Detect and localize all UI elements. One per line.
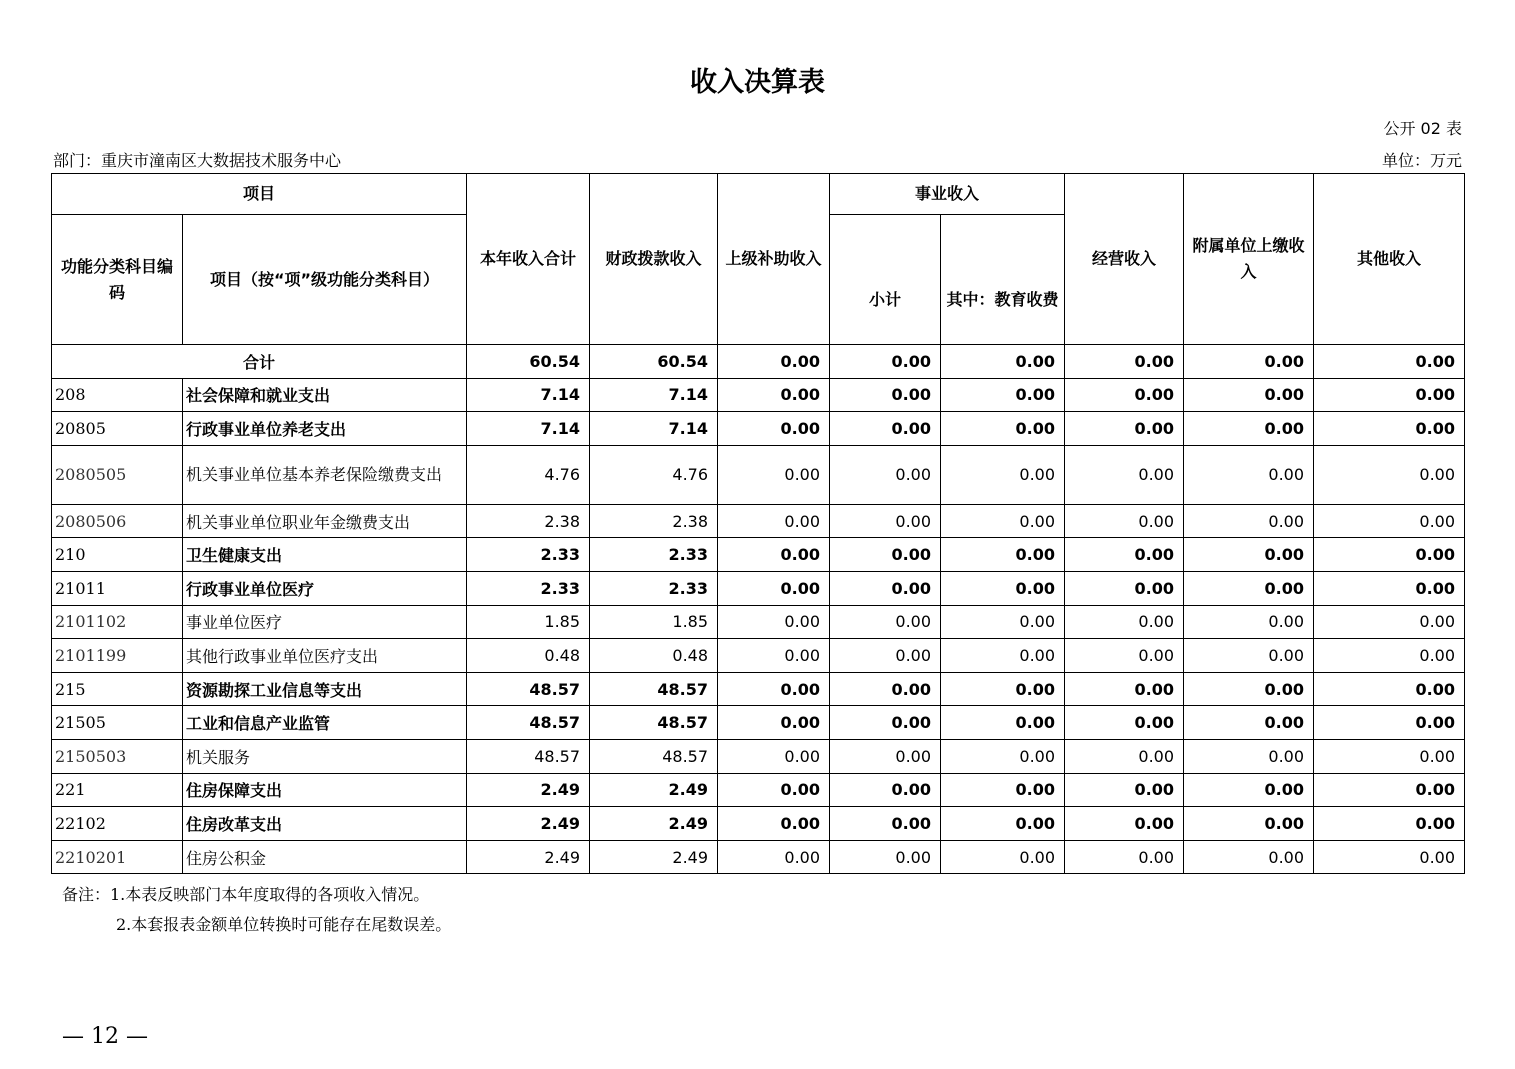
row-value: 0.00 bbox=[1314, 605, 1465, 639]
row-value: 0.00 bbox=[1184, 538, 1314, 572]
table-row bbox=[52, 378, 1465, 412]
header-func-code: 功能分类科目编码 bbox=[52, 215, 183, 345]
row-value: 0.00 bbox=[830, 706, 941, 740]
row-value: 0.00 bbox=[1065, 840, 1184, 874]
row-value: 0.00 bbox=[1065, 706, 1184, 740]
total-cell: 0.00 bbox=[941, 345, 1065, 379]
row-name: 工业和信息产业监管 bbox=[183, 706, 467, 740]
header-superior: 上级补助收入 bbox=[718, 174, 830, 345]
row-value: 48.57 bbox=[590, 672, 718, 706]
row-value: 0.00 bbox=[1065, 378, 1184, 412]
row-value: 0.00 bbox=[830, 504, 941, 538]
table-row bbox=[52, 840, 1465, 874]
row-value: 0.00 bbox=[1314, 807, 1465, 841]
row-value: 0.00 bbox=[1184, 739, 1314, 773]
row-value: 0.00 bbox=[1184, 605, 1314, 639]
row-value: 0.00 bbox=[830, 538, 941, 572]
row-value: 0.00 bbox=[718, 538, 830, 572]
row-value: 0.00 bbox=[1314, 672, 1465, 706]
row-value: 0.00 bbox=[1314, 571, 1465, 605]
row-code: 21011 bbox=[52, 571, 183, 605]
row-value: 0.00 bbox=[718, 445, 830, 504]
row-value: 4.76 bbox=[467, 445, 590, 504]
row-value: 0.00 bbox=[941, 706, 1065, 740]
row-value: 0.00 bbox=[1314, 773, 1465, 807]
row-value: 0.00 bbox=[941, 639, 1065, 673]
row-value: 0.00 bbox=[1314, 378, 1465, 412]
row-value: 0.00 bbox=[1184, 378, 1314, 412]
row-value: 0.00 bbox=[830, 639, 941, 673]
row-value: 0.00 bbox=[830, 378, 941, 412]
row-value: 0.00 bbox=[1314, 840, 1465, 874]
row-value: 0.00 bbox=[718, 412, 830, 446]
row-code: 22102 bbox=[52, 807, 183, 841]
row-name: 机关事业单位职业年金缴费支出 bbox=[183, 504, 467, 538]
row-value: 0.00 bbox=[1184, 773, 1314, 807]
row-name: 机关服务 bbox=[183, 739, 467, 773]
row-value: 0.00 bbox=[1184, 706, 1314, 740]
row-name: 社会保障和就业支出 bbox=[183, 378, 467, 412]
total-cell: 0.00 bbox=[718, 345, 830, 379]
header-affiliated: 附属单位上缴收入 bbox=[1184, 174, 1314, 345]
row-value: 0.00 bbox=[941, 571, 1065, 605]
total-cell: 0.00 bbox=[1184, 345, 1314, 379]
row-value: 0.00 bbox=[1184, 504, 1314, 538]
row-value: 0.00 bbox=[1065, 445, 1184, 504]
row-value: 2.49 bbox=[467, 807, 590, 841]
total-row bbox=[52, 345, 1465, 379]
row-value: 0.00 bbox=[1065, 538, 1184, 572]
row-value: 0.00 bbox=[1314, 739, 1465, 773]
row-value: 0.00 bbox=[1065, 739, 1184, 773]
row-value: 48.57 bbox=[467, 672, 590, 706]
row-value: 0.00 bbox=[941, 672, 1065, 706]
table-row bbox=[52, 504, 1465, 538]
form-code: 公开 02 表 bbox=[1383, 119, 1462, 138]
row-value: 0.00 bbox=[941, 504, 1065, 538]
row-value: 0.00 bbox=[1065, 672, 1184, 706]
header-other: 其他收入 bbox=[1314, 174, 1465, 345]
row-value: 0.00 bbox=[1065, 504, 1184, 538]
row-value: 48.57 bbox=[467, 706, 590, 740]
total-cell: 60.54 bbox=[467, 345, 590, 379]
total-cell: 0.00 bbox=[1314, 345, 1465, 379]
page-number: — 12 — bbox=[62, 1024, 148, 1049]
row-value: 0.00 bbox=[941, 412, 1065, 446]
row-name: 行政事业单位养老支出 bbox=[183, 412, 467, 446]
row-value: 0.00 bbox=[830, 605, 941, 639]
row-name: 其他行政事业单位医疗支出 bbox=[183, 639, 467, 673]
row-value: 2.49 bbox=[590, 807, 718, 841]
header-project: 项目 bbox=[52, 174, 467, 215]
row-name: 行政事业单位医疗 bbox=[183, 571, 467, 605]
table-row bbox=[52, 639, 1465, 673]
unit-label: 单位：万元 bbox=[1381, 151, 1462, 170]
row-code: 2101102 bbox=[52, 605, 183, 639]
row-code: 20805 bbox=[52, 412, 183, 446]
table-row bbox=[52, 412, 1465, 446]
row-value: 2.49 bbox=[590, 840, 718, 874]
row-name: 住房改革支出 bbox=[183, 807, 467, 841]
table-row bbox=[52, 445, 1465, 504]
row-value: 4.76 bbox=[590, 445, 718, 504]
row-code: 210 bbox=[52, 538, 183, 572]
page-title: 收入决算表 bbox=[690, 67, 825, 98]
row-name: 住房保障支出 bbox=[183, 773, 467, 807]
row-name: 住房公积金 bbox=[183, 840, 467, 874]
notes bbox=[62, 880, 451, 940]
row-value: 0.00 bbox=[1314, 412, 1465, 446]
row-code: 2080506 bbox=[52, 504, 183, 538]
row-value: 0.00 bbox=[830, 807, 941, 841]
row-value: 0.00 bbox=[830, 672, 941, 706]
row-value: 0.00 bbox=[718, 639, 830, 673]
row-value: 2.49 bbox=[467, 840, 590, 874]
row-code: 21505 bbox=[52, 706, 183, 740]
row-value: 0.00 bbox=[941, 445, 1065, 504]
row-value: 0.00 bbox=[718, 840, 830, 874]
row-value: 0.00 bbox=[1184, 672, 1314, 706]
row-value: 0.00 bbox=[1065, 807, 1184, 841]
row-code: 2101199 bbox=[52, 639, 183, 673]
table-row bbox=[52, 672, 1465, 706]
row-value: 0.00 bbox=[718, 773, 830, 807]
row-value: 2.33 bbox=[467, 571, 590, 605]
row-value: 0.00 bbox=[941, 378, 1065, 412]
header-operating: 经营收入 bbox=[1065, 174, 1184, 345]
row-value: 0.00 bbox=[830, 571, 941, 605]
row-value: 0.00 bbox=[1065, 639, 1184, 673]
row-value: 0.00 bbox=[1184, 571, 1314, 605]
row-value: 2.33 bbox=[590, 571, 718, 605]
row-value: 7.14 bbox=[467, 412, 590, 446]
note-line-2: 2.本套报表金额单位转换时可能存在尾数误差。 bbox=[116, 915, 452, 934]
row-name: 资源勘探工业信息等支出 bbox=[183, 672, 467, 706]
row-value: 0.00 bbox=[1184, 807, 1314, 841]
row-code: 2150503 bbox=[52, 739, 183, 773]
row-value: 0.00 bbox=[1065, 412, 1184, 446]
row-value: 2.49 bbox=[467, 773, 590, 807]
row-value: 0.00 bbox=[1065, 773, 1184, 807]
row-value: 0.00 bbox=[1184, 639, 1314, 673]
row-value: 0.00 bbox=[830, 412, 941, 446]
row-value: 0.00 bbox=[718, 504, 830, 538]
row-value: 0.00 bbox=[1184, 445, 1314, 504]
header-fiscal: 财政拨款收入 bbox=[590, 174, 718, 345]
row-value: 0.00 bbox=[830, 739, 941, 773]
row-value: 1.85 bbox=[590, 605, 718, 639]
row-value: 0.00 bbox=[1314, 639, 1465, 673]
row-value: 0.00 bbox=[718, 571, 830, 605]
row-value: 48.57 bbox=[590, 706, 718, 740]
row-value: 0.00 bbox=[1065, 605, 1184, 639]
row-value: 1.85 bbox=[467, 605, 590, 639]
row-value: 48.57 bbox=[467, 739, 590, 773]
row-value: 0.00 bbox=[941, 538, 1065, 572]
note-line-1: 备注：1.本表反映部门本年度取得的各项收入情况。 bbox=[62, 885, 430, 904]
department-label: 部门：重庆市潼南区大数据技术服务中心 bbox=[53, 151, 342, 170]
row-value: 48.57 bbox=[590, 739, 718, 773]
row-value: 0.00 bbox=[718, 378, 830, 412]
row-name: 卫生健康支出 bbox=[183, 538, 467, 572]
row-value: 7.14 bbox=[590, 412, 718, 446]
row-code: 215 bbox=[52, 672, 183, 706]
total-label: 合计 bbox=[52, 345, 467, 379]
header-subtotal: 小计 bbox=[830, 215, 941, 345]
row-code: 221 bbox=[52, 773, 183, 807]
row-value: 0.48 bbox=[590, 639, 718, 673]
row-value: 2.49 bbox=[590, 773, 718, 807]
header-business-group: 事业收入 bbox=[830, 174, 1065, 215]
header-total-income: 本年收入合计 bbox=[467, 174, 590, 345]
row-value: 0.00 bbox=[1314, 504, 1465, 538]
row-code: 2210201 bbox=[52, 840, 183, 874]
row-value: 0.00 bbox=[718, 706, 830, 740]
table-row bbox=[52, 538, 1465, 572]
row-value: 0.00 bbox=[718, 739, 830, 773]
row-value: 0.00 bbox=[718, 807, 830, 841]
table-row bbox=[52, 706, 1465, 740]
row-value: 0.00 bbox=[1314, 706, 1465, 740]
row-value: 0.00 bbox=[718, 672, 830, 706]
row-value: 0.00 bbox=[1184, 840, 1314, 874]
header-item-name: 项目（按“项”级功能分类科目） bbox=[183, 215, 467, 345]
row-value: 0.00 bbox=[941, 739, 1065, 773]
row-value: 0.00 bbox=[941, 840, 1065, 874]
row-value: 0.00 bbox=[1314, 445, 1465, 504]
table-row bbox=[52, 571, 1465, 605]
row-value: 0.00 bbox=[941, 605, 1065, 639]
row-value: 2.38 bbox=[590, 504, 718, 538]
row-value: 7.14 bbox=[590, 378, 718, 412]
table-row bbox=[52, 739, 1465, 773]
total-cell: 60.54 bbox=[590, 345, 718, 379]
row-value: 0.00 bbox=[1314, 538, 1465, 572]
row-name: 机关事业单位基本养老保险缴费支出 bbox=[183, 445, 467, 504]
table-row bbox=[52, 807, 1465, 841]
row-value: 0.00 bbox=[830, 840, 941, 874]
row-value: 0.00 bbox=[718, 605, 830, 639]
row-value: 0.48 bbox=[467, 639, 590, 673]
row-value: 0.00 bbox=[941, 807, 1065, 841]
total-cell: 0.00 bbox=[830, 345, 941, 379]
row-value: 2.38 bbox=[467, 504, 590, 538]
row-value: 2.33 bbox=[467, 538, 590, 572]
header-edu: 其中：教育收费 bbox=[941, 215, 1065, 345]
row-value: 0.00 bbox=[941, 773, 1065, 807]
table-row bbox=[52, 773, 1465, 807]
row-code: 2080505 bbox=[52, 445, 183, 504]
income-table bbox=[51, 173, 1465, 874]
row-value: 7.14 bbox=[467, 378, 590, 412]
table-row bbox=[52, 605, 1465, 639]
row-value: 0.00 bbox=[830, 773, 941, 807]
row-code: 208 bbox=[52, 378, 183, 412]
row-value: 2.33 bbox=[590, 538, 718, 572]
total-cell: 0.00 bbox=[1065, 345, 1184, 379]
row-value: 0.00 bbox=[1065, 571, 1184, 605]
row-value: 0.00 bbox=[830, 445, 941, 504]
row-value: 0.00 bbox=[1184, 412, 1314, 446]
row-name: 事业单位医疗 bbox=[183, 605, 467, 639]
